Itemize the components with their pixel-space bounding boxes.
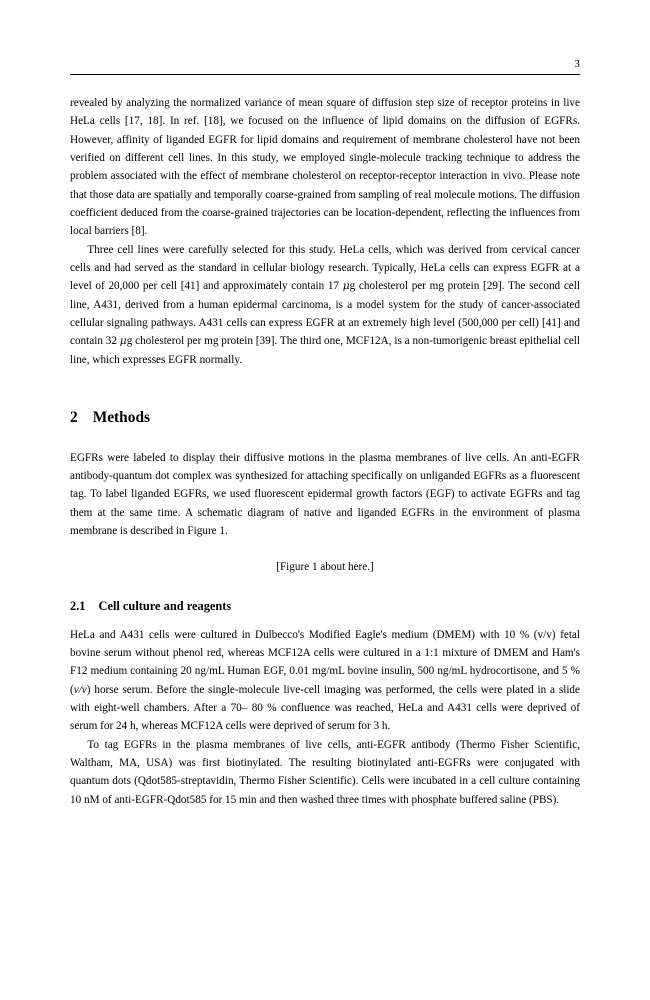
mu-symbol-17ug: μ [342,280,350,293]
page-body [70,94,580,809]
italic-vv-ratio: v/v [73,683,87,696]
paragraph-methods-intro [70,449,580,541]
section-title: Methods [92,409,150,427]
subsection-title: Cell culture and reagents [98,598,232,613]
paragraph-cell-lines [70,241,580,369]
section-number: 2 [70,409,78,427]
spacer-before-section [70,369,580,409]
methods-intro-text: EGFRs were labeled to display their diffusive motions in the plasma membranes of live cells. An anti-EGFR antibody-quantum dot complex was synthesized for attaching specifically on unliganded EGFRs as a fluorescent tag. To label liganded EGFRs, we used fluorescent epidermal growth factors (EGF) to activate EGFRs and tag them at the same time. A schematic diagram of native and liganded EGFRs in the environment of plasma membrane is described in Figure 1. [70,451,580,538]
header-rule [70,74,580,75]
cell-lines-text-part1: Three cell lines were carefully selected for this study. HeLa cells, which was derived from cervical cancer cells and had served as the standard in cellular biology research. Typically, HeLa cells can express EGFR at a level of 20,000 per cell [41] and approximately contain 17 [70,243,580,293]
page-number: 3 [574,59,580,70]
cell-lines-text-part3: g cholesterol per mg protein [39]. The third one, MCF12A, is a non-tumorigenic breast epithelial cell line, which expresses EGFR normally. [70,335,581,366]
spacer-before-subsection [70,577,580,599]
spacer-after-section [70,428,580,449]
paragraph-intro-continued [70,94,580,241]
spacer-after-subsection [70,614,580,626]
running-header [70,60,580,75]
subsection-number: 2.1 [70,598,86,613]
culture-text-part1: HeLa and A431 cells were cultured in Dulbecco's Modified Eagle's medium (DMEM) with 10 % (v/v) fetal bovine serum without phenol red, whereas MCF12A cells were cultured in a 1:1 mixture of DMEM and Ham's F12 medium containing 20 ng/mL Human EGF, 0.01 mg/mL bovine insulin, 500 ng/mL hydrocortisone, and 5 %( [70,628,580,696]
egfr-tagging-text: To tag EGFRs in the plasma membranes of live cells, anti-EGFR antibody (Thermo Fisher Scientific, Waltham, MA, USA) was first biotinylated. The resulting biotinylated anti-EGFRs were conjugated with quantum dots (Qdot585-streptavidin, Thermo Fisher Scientific). Cells were incubated in a cell culture containing 10 nM of anti-EGFR-Qdot585 for 15 min and then washed three times with phosphate buffered saline (PBS). [70,738,580,806]
section-heading-methods [70,409,580,427]
figure-placement-note: [Figure 1 about here.] [276,561,374,574]
spacer-before-figure-note [70,540,580,558]
paragraph-intro-text: revealed by analyzing the normalized variance of mean square of diffusion step size of receptor proteins in live HeLa cells [17, 18]. In ref. [18], we focused on the influence of lipid domains on the diffusion of EGFRs. However, affinity of liganded EGFR for lipid domains and requirement of membrane cholesterol have not been verified on different cell lines. In this study, we employed single-molecule tracking technique to address the problem associated with the effect of membrane cholesterol on receptor-receptor interaction in vivo. Please note that those data are spatially and temporally coarse-grained from sampling of real molecule motions. The diffusion coefficient deduced from the coarse-grained trajectories can be location-dependent, reflecting the influences from local barriers [8]. [70,97,580,238]
cell-lines-text-part2: g cholesterol per mg protein [29]. The second cell line, A431, derived from a human epidermal carcinoma, is a model system for the study of cancer-associated cellular signaling pathways. A431 cells can express EGFR at an extremely high level (500,000 per cell) [41] and contain 32 [70,280,580,348]
subsection-heading-cell-culture [70,599,580,614]
culture-text-part2: ) horse serum. Before the single-molecule live-cell imaging was performed, the cells were plated in a slide with eight-well chambers. After a 70– 80 % confluence was reached, HeLa and A431 cells were deprived of serum for 24 h, whereas MCF12A cells were deprived of serum for 3 h. [70,683,580,733]
paragraph-culture-conditions [70,626,580,736]
paragraph-egfr-tagging [70,736,580,809]
mu-symbol-32ug: μ [119,335,127,348]
